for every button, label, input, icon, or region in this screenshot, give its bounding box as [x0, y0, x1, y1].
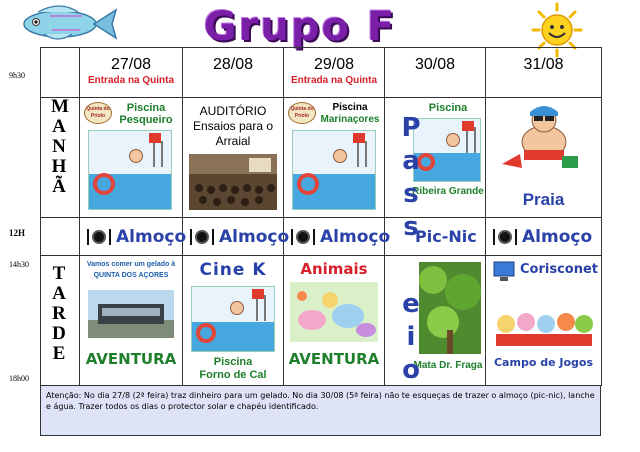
pool-illustration: [292, 130, 376, 210]
day-cell: [385, 48, 486, 98]
afternoon-cell: [80, 256, 183, 386]
period-letter: A: [52, 283, 66, 304]
notes-box: Atenção: No dia 27/8 (2ª feira) traz dinheiro para um gelado. No dia 30/08 (5ª feira) não te esqueças de trazer o almoço (pic-nic), lanche e água. Trazer todos os dias o protector solar e chapéu identificado.: [40, 385, 601, 436]
corner-cell: [41, 48, 80, 98]
activity-title: Cine K: [199, 260, 267, 280]
activity-footer: Forno de Cal: [199, 369, 267, 381]
morning-cell: [183, 98, 284, 218]
period-letter: N: [52, 136, 66, 157]
period-letter: H: [51, 156, 67, 177]
activity-title: Animais: [300, 260, 368, 278]
lunch-cell: [183, 218, 290, 256]
pool-illustration: [88, 130, 172, 210]
activity-line: Arraial: [215, 134, 251, 148]
activity-title: Piscina: [332, 102, 368, 113]
period-letter: M: [51, 96, 69, 117]
day-label: 31/08: [523, 56, 564, 73]
plate-icon: [86, 228, 112, 246]
morning-cell: [284, 98, 385, 218]
header-row: [41, 48, 602, 98]
period-letter: R: [52, 303, 66, 324]
period-word-morning: [51, 97, 67, 197]
page-title: Grupo F: [203, 4, 397, 50]
afternoon-row: [41, 256, 602, 386]
quinta-priolo-badge: Quinta do Priolo: [288, 102, 316, 124]
lunch-label: Almoço: [320, 227, 391, 247]
activity-title: Piscina: [126, 102, 166, 114]
quinta-priolo-badge: Quinta do Priolo: [84, 102, 112, 124]
lunch-label: Pic-Nic: [415, 227, 477, 246]
activity-line: Ensaios para o: [192, 119, 274, 133]
lunch-label: Almoço: [116, 227, 187, 247]
day-cell: [183, 48, 284, 98]
animals-illustration: [290, 282, 378, 342]
day-cell: [284, 48, 385, 98]
day-note: Entrada na Quinta: [87, 75, 175, 86]
activity-subtitle: Ribeira Grande: [412, 186, 484, 197]
activity-title: Corisconet: [520, 262, 598, 277]
plate-icon: [189, 228, 215, 246]
afternoon-cell: [183, 256, 284, 386]
activity-footer: Campo de Jogos: [493, 356, 593, 369]
activity-title: Praia: [522, 190, 565, 209]
afternoon-cell: [284, 256, 385, 386]
beach-illustration: [500, 102, 586, 172]
activity-footer: AVENTURA: [85, 350, 177, 368]
afternoon-cell: [486, 256, 602, 386]
time-label-lunch: 12H: [9, 228, 26, 238]
lunch-cell: [284, 218, 391, 256]
lunch-cell: [486, 218, 602, 256]
activity-subtitle: Marinaçores: [320, 114, 380, 125]
day-label: 28/08: [212, 56, 254, 73]
day-note: Entrada na Quinta: [290, 75, 378, 86]
quinta-acores-photo: [88, 290, 174, 338]
activity-footer: Piscina: [213, 356, 253, 368]
morning-cell: [486, 98, 602, 218]
activity-footer: AVENTURA: [288, 350, 380, 368]
time-label-afternoon-start: 14h30: [9, 260, 29, 269]
lunch-cell: [80, 218, 187, 256]
activity-subtitle: Pesqueiro: [119, 114, 173, 126]
pool-illustration: [191, 286, 275, 352]
plate-icon: [290, 228, 316, 246]
activity-line: Vamos comer um gelado à: [86, 261, 176, 268]
period-letter: Ã: [52, 176, 66, 197]
morning-cell: [80, 98, 183, 218]
activity-line: QUINTA DOS AÇORES: [93, 272, 169, 279]
plate-icon: [492, 228, 518, 246]
time-label-morning: 9h30: [9, 71, 25, 80]
activity-footer: Mata Dr. Fraga: [413, 360, 483, 371]
computer-icon: [492, 260, 516, 282]
period-letter: D: [52, 323, 66, 344]
day-label: 30/08: [414, 56, 456, 73]
day-cell: [80, 48, 183, 98]
passeio-vertical: P a s s e i o: [401, 113, 421, 385]
period-letter: T: [52, 263, 66, 284]
fish-icon: [8, 0, 118, 46]
day-label: 27/08: [110, 56, 152, 73]
lunch-row: [41, 218, 602, 256]
lunch-label: Almoço: [219, 227, 290, 247]
time-label-afternoon-end: 18h00: [9, 374, 29, 383]
activity-title: AUDITÓRIO: [199, 104, 267, 118]
day-cell: [486, 48, 602, 98]
morning-row: [41, 98, 602, 218]
auditorium-photo: [189, 154, 277, 210]
period-letter: A: [52, 116, 66, 137]
lunch-label-cell: [41, 218, 80, 256]
activity-title: Piscina: [428, 102, 468, 114]
playground-illustration: [492, 304, 596, 350]
lunch-label: Almoço: [522, 227, 593, 247]
day-label: 29/08: [313, 56, 355, 73]
schedule-table: [40, 47, 602, 386]
period-letter: E: [52, 343, 66, 364]
period-word-afternoon: [51, 264, 67, 364]
forest-photo: [419, 262, 481, 354]
